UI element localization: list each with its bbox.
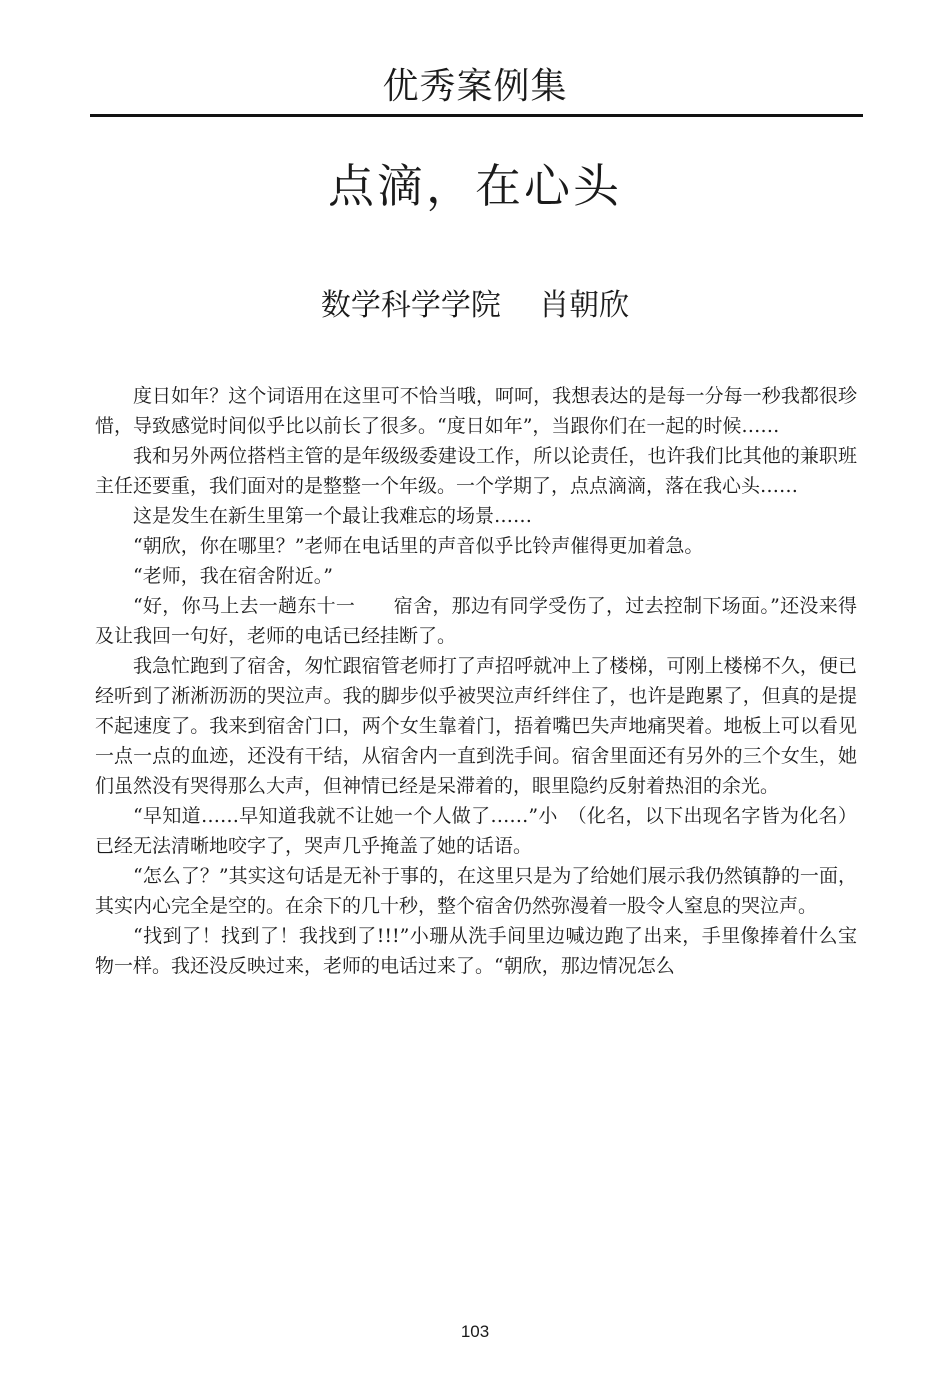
running-header-title: 优秀案例集	[382, 66, 568, 107]
paragraph: “早知道……早知道我就不让她一个人做了……”小 （化名，以下出现名字皆为化名）已经无法清晰地咬字了，哭声几乎掩盖了她的话语。	[95, 805, 857, 857]
paragraph: 我急忙跑到了宿舍，匆忙跟宿管老师打了声招呼就冲上了楼梯，可刚上楼梯不久，便已经听到了淅淅沥沥的哭泣声。我的脚步似乎被哭泣声纤绊住了，也许是跑累了，但真的是提不起速度了。我来到宿舍门口，两个女生靠着门，捂着嘴巴失声地痛哭着。地板上可以看见一点一点的血迹，还没有干结，从宿舍内一直到洗手间。宿舍里面还有另外的三个女生，她们虽然没有哭得那么大声，但神情已经是呆滞着的，眼里隐约反射着热泪的余光。	[95, 655, 857, 797]
paragraph: “好，你马上去一趟东十一 宿舍，那边有同学受伤了，过去控制下场面。”还没来得及让我回一句好，老师的电话已经挂断了。	[95, 595, 857, 647]
paragraph: “怎么了？”其实这句话是无补于事的，在这里只是为了给她们展示我仍然镇静的一面，其实内心完全是空的。在余下的几十秒，整个宿舍仍然弥漫着一股令人窒息的哭泣声。	[95, 865, 857, 917]
article-body	[95, 381, 857, 981]
header-divider	[90, 114, 863, 117]
article-title: 点滴，在心头	[328, 159, 622, 213]
paragraph: “老师，我在宿舍附近。”	[133, 565, 333, 587]
paragraph: “找到了！找到了！我找到了!!!”小珊从洗手间里边喊边跑了出来，手里像捧着什么宝物一样。我还没反映过来，老师的电话过来了。“朝欣，那边情况怎么	[95, 925, 857, 977]
article-byline: 数学科学学院 肖朝欣	[320, 288, 630, 323]
paragraph: 度日如年？这个词语用在这里可不恰当哦，呵呵，我想表达的是每一分每一秒我都很珍惜，导致感觉时间似乎比以前长了很多。“度日如年”，当跟你们在一起的时候……	[95, 385, 857, 437]
paragraph: “朝欣，你在哪里？”老师在电话里的声音似乎比铃声催得更加着急。	[133, 535, 704, 557]
paragraph: 我和另外两位搭档主管的是年级级委建设工作，所以论责任，也许我们比其他的兼职班主任还要重，我们面对的是整整一个年级。一个学期了，点点滴滴，落在我心头……	[95, 445, 857, 497]
paragraph: 这是发生在新生里第一个最让我难忘的场景……	[133, 505, 533, 527]
page-number: 103	[460, 1322, 490, 1341]
